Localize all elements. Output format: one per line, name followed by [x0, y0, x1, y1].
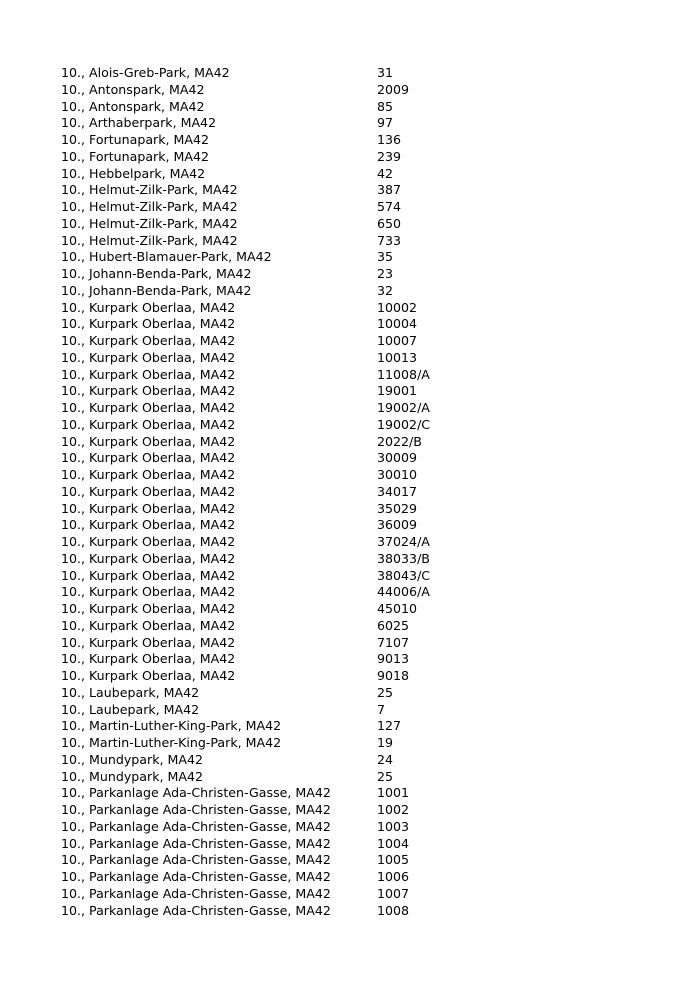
- table-row: [61, 417, 521, 434]
- location-cell: 10., Hebbelpark, MA42: [61, 165, 206, 181]
- table-row: [61, 333, 521, 350]
- location-cell: 10., Kurpark Oberlaa, MA42: [61, 483, 236, 499]
- location-cell: 10., Kurpark Oberlaa, MA42: [61, 333, 236, 348]
- table-row: [61, 216, 521, 233]
- table-row: [61, 266, 521, 283]
- number-cell: 42: [377, 165, 394, 181]
- table-row: [61, 115, 521, 132]
- table-row: [61, 651, 521, 668]
- table-row: [61, 584, 521, 601]
- location-cell: 10., Mundypark, MA42: [61, 768, 204, 784]
- location-cell: 10., Kurpark Oberlaa, MA42: [61, 534, 236, 549]
- number-cell: 35: [377, 249, 394, 265]
- number-cell: 2009: [377, 81, 410, 97]
- location-cell: 10., Parkanlage Ada-Christen-Gasse, MA42: [61, 869, 331, 884]
- location-cell: 10., Kurpark Oberlaa, MA42: [61, 366, 236, 382]
- location-cell: 10., Kurpark Oberlaa, MA42: [61, 316, 236, 332]
- number-cell: 19: [377, 735, 394, 750]
- table-row: [61, 903, 521, 920]
- location-cell: 10., Parkanlage Ada-Christen-Gasse, MA42: [61, 785, 331, 801]
- number-cell: 85: [377, 98, 394, 114]
- table-row: [61, 836, 521, 853]
- number-cell: 574: [377, 199, 402, 214]
- location-cell: 10., Kurpark Oberlaa, MA42: [61, 467, 236, 482]
- table-row: [61, 316, 521, 333]
- number-cell: 44006/A: [377, 584, 430, 600]
- location-cell: 10., Martin-Luther-King-Park, MA42: [61, 718, 282, 734]
- number-cell: 650: [377, 215, 402, 231]
- number-cell: 10002: [377, 299, 418, 315]
- location-cell: 10., Parkanlage Ada-Christen-Gasse, MA42: [61, 902, 331, 918]
- number-cell: 239: [377, 148, 402, 164]
- table-row: [61, 702, 521, 719]
- location-cell: 10., Fortunapark, MA42: [61, 132, 210, 147]
- table-row: [61, 735, 521, 752]
- location-cell: 10., Helmut-Zilk-Park, MA42: [61, 232, 238, 248]
- location-cell: 10., Kurpark Oberlaa, MA42: [61, 668, 236, 683]
- location-cell: 10., Hubert-Blamauer-Park, MA42: [61, 249, 272, 265]
- location-cell: 10., Parkanlage Ada-Christen-Gasse, MA42: [61, 885, 331, 901]
- table-row: [61, 249, 521, 266]
- table-row: [61, 350, 521, 367]
- location-cell: 10., Antonspark, MA42: [61, 98, 205, 114]
- table-row: [61, 99, 521, 116]
- number-cell: 38043/C: [377, 567, 431, 583]
- table-row: [61, 283, 521, 300]
- number-cell: 11008/A: [377, 366, 430, 382]
- table-row: [61, 166, 521, 183]
- number-cell: 10013: [377, 349, 418, 365]
- table-row: [61, 132, 521, 149]
- table-row: [61, 534, 521, 551]
- table-row: [61, 852, 521, 869]
- number-cell: 25: [377, 684, 394, 700]
- number-cell: 6025: [377, 617, 410, 633]
- location-cell: 10., Helmut-Zilk-Park, MA42: [61, 182, 238, 198]
- number-cell: 10004: [377, 316, 418, 332]
- location-cell: 10., Kurpark Oberlaa, MA42: [61, 517, 236, 533]
- location-cell: 10., Kurpark Oberlaa, MA42: [61, 349, 236, 365]
- number-cell: 127: [377, 718, 402, 734]
- location-cell: 10., Laubepark, MA42: [61, 701, 200, 717]
- number-cell: 7107: [377, 634, 410, 650]
- location-cell: 10., Kurpark Oberlaa, MA42: [61, 400, 236, 415]
- location-cell: 10., Parkanlage Ada-Christen-Gasse, MA42: [61, 802, 331, 817]
- table-row: [61, 618, 521, 635]
- table-row: [61, 434, 521, 451]
- table-row: [61, 568, 521, 585]
- table-row: [61, 300, 521, 317]
- number-cell: 23: [377, 266, 394, 281]
- location-cell: 10., Laubepark, MA42: [61, 684, 200, 700]
- table-row: [61, 769, 521, 786]
- table-row: [61, 199, 521, 216]
- table-row: [61, 785, 521, 802]
- location-cell: 10., Kurpark Oberlaa, MA42: [61, 617, 236, 633]
- number-cell: 37024/A: [377, 534, 430, 549]
- table-row: [61, 886, 521, 903]
- table-row: [61, 400, 521, 417]
- number-cell: 25: [377, 768, 394, 784]
- number-cell: 136: [377, 132, 402, 147]
- location-cell: 10., Parkanlage Ada-Christen-Gasse, MA42: [61, 818, 331, 834]
- table-row: [61, 517, 521, 534]
- location-cell: 10., Kurpark Oberlaa, MA42: [61, 634, 236, 650]
- number-cell: 1003: [377, 818, 410, 834]
- number-cell: 31: [377, 65, 394, 80]
- number-cell: 97: [377, 115, 394, 131]
- table-row: [61, 484, 521, 501]
- number-cell: 38033/B: [377, 550, 430, 566]
- location-cell: 10., Kurpark Oberlaa, MA42: [61, 567, 236, 583]
- location-cell: 10., Mundypark, MA42: [61, 751, 204, 767]
- number-cell: 2022/B: [377, 433, 422, 449]
- number-cell: 1007: [377, 885, 410, 901]
- location-cell: 10., Helmut-Zilk-Park, MA42: [61, 215, 238, 231]
- number-cell: 19002/A: [377, 400, 430, 415]
- table-row: [61, 551, 521, 568]
- table-row: [61, 752, 521, 769]
- table-row: [61, 601, 521, 618]
- table-row: [61, 467, 521, 484]
- location-cell: 10., Kurpark Oberlaa, MA42: [61, 500, 236, 516]
- location-cell: 10., Kurpark Oberlaa, MA42: [61, 651, 236, 667]
- number-cell: 45010: [377, 601, 418, 616]
- number-cell: 1001: [377, 785, 410, 801]
- table-row: [61, 182, 521, 199]
- location-cell: 10., Kurpark Oberlaa, MA42: [61, 299, 236, 315]
- location-cell: 10., Johann-Benda-Park, MA42: [61, 282, 252, 298]
- table-row: [61, 819, 521, 836]
- location-cell: 10., Kurpark Oberlaa, MA42: [61, 584, 236, 600]
- location-cell: 10., Parkanlage Ada-Christen-Gasse, MA42: [61, 852, 331, 868]
- table-row: [61, 501, 521, 518]
- location-cell: 10., Alois-Greb-Park, MA42: [61, 65, 230, 80]
- location-cell: 10., Kurpark Oberlaa, MA42: [61, 383, 236, 399]
- table-row: [61, 65, 521, 82]
- table-row: [61, 718, 521, 735]
- number-cell: 10007: [377, 333, 418, 348]
- number-cell: 1008: [377, 902, 410, 918]
- table-row: [61, 668, 521, 685]
- location-cell: 10., Johann-Benda-Park, MA42: [61, 266, 252, 281]
- number-cell: 1002: [377, 802, 410, 817]
- number-cell: 733: [377, 232, 402, 248]
- table-row: [61, 233, 521, 250]
- number-cell: 1004: [377, 835, 410, 851]
- location-cell: 10., Antonspark, MA42: [61, 81, 205, 97]
- location-cell: 10., Kurpark Oberlaa, MA42: [61, 416, 236, 432]
- number-cell: 19001: [377, 383, 418, 399]
- number-cell: 19002/C: [377, 416, 431, 432]
- table-row: [61, 869, 521, 886]
- number-cell: 7: [377, 701, 386, 717]
- number-cell: 9018: [377, 668, 410, 683]
- number-cell: 35029: [377, 500, 418, 516]
- location-cell: 10., Kurpark Oberlaa, MA42: [61, 450, 236, 466]
- location-cell: 10., Kurpark Oberlaa, MA42: [61, 601, 236, 616]
- number-cell: 34017: [377, 483, 418, 499]
- number-cell: 387: [377, 182, 402, 198]
- location-cell: 10., Kurpark Oberlaa, MA42: [61, 433, 236, 449]
- number-cell: 9013: [377, 651, 410, 667]
- park-number-table: [61, 65, 521, 919]
- location-cell: 10., Parkanlage Ada-Christen-Gasse, MA42: [61, 835, 331, 851]
- location-cell: 10., Kurpark Oberlaa, MA42: [61, 550, 236, 566]
- number-cell: 36009: [377, 517, 418, 533]
- location-cell: 10., Arthaberpark, MA42: [61, 115, 217, 131]
- table-row: [61, 635, 521, 652]
- number-cell: 30010: [377, 467, 418, 482]
- location-cell: 10., Fortunapark, MA42: [61, 148, 210, 164]
- table-row: [61, 367, 521, 384]
- table-row: [61, 82, 521, 99]
- location-cell: 10., Martin-Luther-King-Park, MA42: [61, 735, 282, 750]
- number-cell: 1006: [377, 869, 410, 884]
- location-cell: 10., Helmut-Zilk-Park, MA42: [61, 199, 238, 214]
- table-row: [61, 149, 521, 166]
- table-row: [61, 383, 521, 400]
- table-row: [61, 802, 521, 819]
- number-cell: 24: [377, 751, 394, 767]
- table-row: [61, 685, 521, 702]
- number-cell: 30009: [377, 450, 418, 466]
- number-cell: 1005: [377, 852, 410, 868]
- table-row: [61, 450, 521, 467]
- number-cell: 32: [377, 282, 394, 298]
